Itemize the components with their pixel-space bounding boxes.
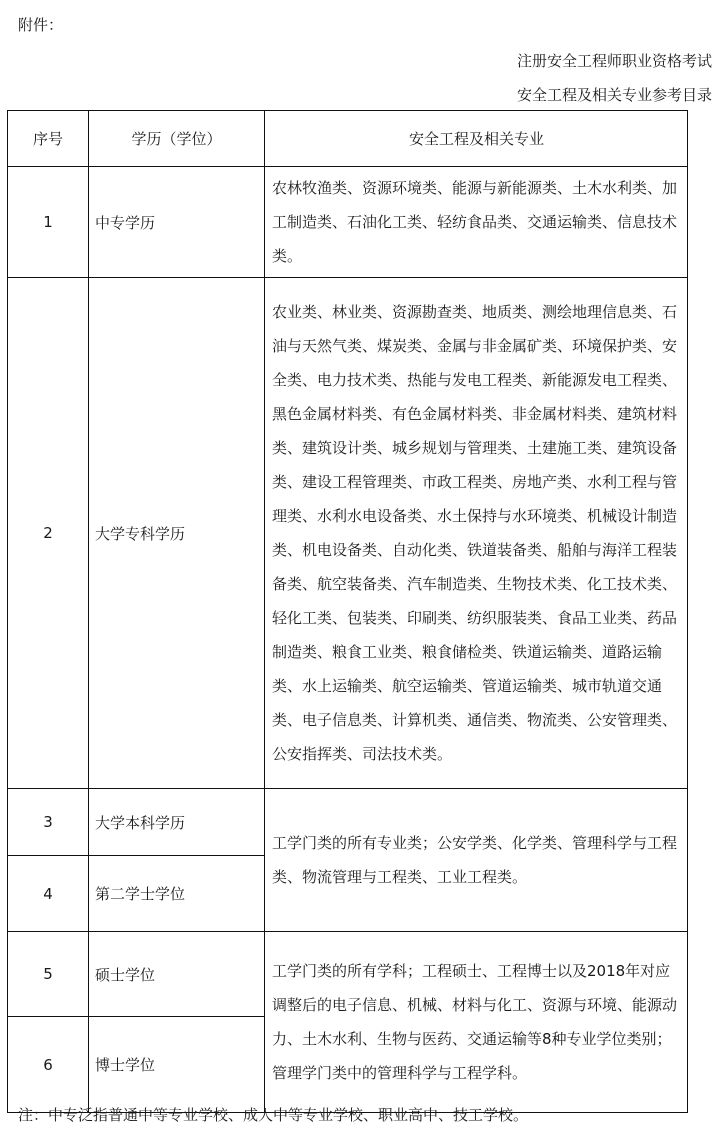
row-degree: 第二学士学位 <box>89 856 265 932</box>
row-degree: 中专学历 <box>89 167 265 278</box>
table-row <box>8 278 688 789</box>
header-majors: 安全工程及相关专业 <box>265 111 688 167</box>
table-row <box>8 167 688 278</box>
header-degree: 学历（学位） <box>89 111 265 167</box>
row-no: 2 <box>8 278 89 789</box>
row-no: 3 <box>8 789 89 856</box>
row-no: 4 <box>8 856 89 932</box>
row-majors: 工学门类的所有专业类；公安学类、化学类、管理科学与工程类、物流管理与工程类、工业工程类。 <box>265 789 688 932</box>
row-no: 1 <box>8 167 89 278</box>
row-degree: 硕士学位 <box>89 932 265 1017</box>
row-degree: 博士学位 <box>89 1017 265 1113</box>
row-majors: 工学门类的所有学科；工程硕士、工程博士以及2018年对应调整后的电子信息、机械、材料与化工、资源与环境、能源动力、土木水利、生物与医药、交通运输等8种专业学位类别；管理学门类中的管理科学与工程学科。 <box>265 932 688 1113</box>
row-degree: 大学专科学历 <box>89 278 265 789</box>
header-no: 序号 <box>8 111 89 167</box>
table-row <box>8 932 688 1017</box>
row-no: 5 <box>8 932 89 1017</box>
document-title-line1: 注册安全工程师职业资格考试 <box>516 52 712 70</box>
table-header-row <box>8 111 688 167</box>
majors-table <box>7 110 688 1113</box>
row-no: 6 <box>8 1017 89 1113</box>
row-majors: 农业类、林业类、资源勘查类、地质类、测绘地理信息类、石油与天然气类、煤炭类、金属与非金属矿类、环境保护类、安全类、电力技术类、热能与发电工程类、新能源发电工程类、黑色金属材料类、有色金属材料类、非金属材料类、建筑材料类、建筑设计类、城乡规划与管理类、土建施工类、建筑设备类、建设工程管理类、市政工程类、房地产类、水利工程与管理类、水利水电设备类、水土保持与水环境类、机械设计制造类、机电设备类、自动化类、铁道装备类、船舶与海洋工程装备类、航空装备类、汽车制造类、生物技术类、化工技术类、轻化工类、包装类、印刷类、纺织服装类、食品工业类、药品制造类、粮食工业类、粮食储检类、铁道运输类、道路运输类、水上运输类、航空运输类、管道运输类、城市轨道交通类、电子信息类、计算机类、通信类、物流类、公安管理类、公安指挥类、司法技术类。 <box>265 278 688 789</box>
footnote: 注：中专泛指普通中等专业学校、成人中等专业学校、职业高中、技工学校。 <box>18 1106 529 1124</box>
row-majors: 农林牧渔类、资源环境类、能源与新能源类、土木水利类、加工制造类、石油化工类、轻纺食品类、交通运输类、信息技术类。 <box>265 167 688 278</box>
row-degree: 大学本科学历 <box>89 789 265 856</box>
attachment-label: 附件： <box>18 16 64 34</box>
table-row <box>8 789 688 856</box>
document-title-line2: 安全工程及相关专业参考目录 <box>516 86 712 104</box>
